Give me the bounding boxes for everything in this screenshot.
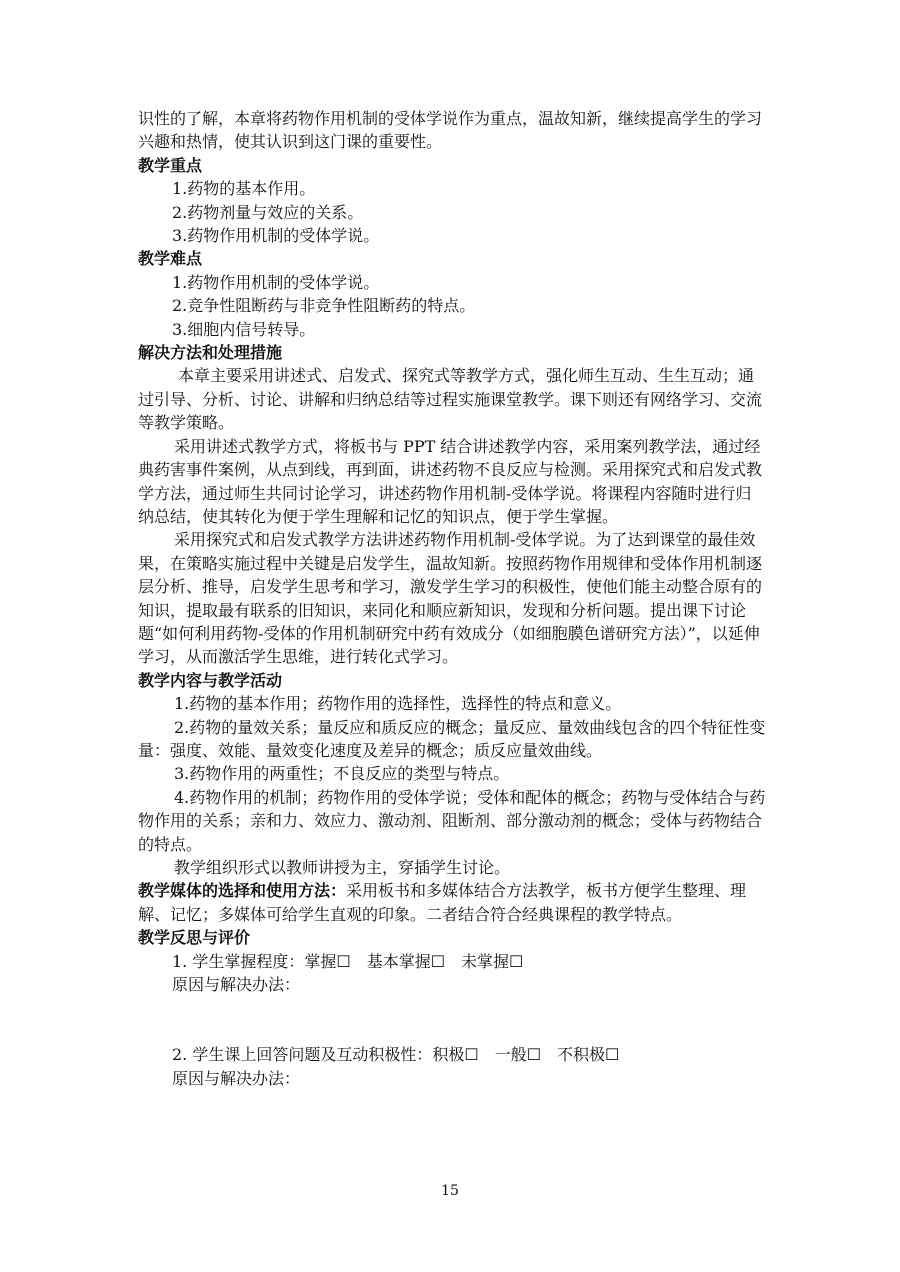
difficulty-item: 3.细胞内信号转导。 bbox=[172, 319, 316, 339]
solutions-paragraph: 本章主要采用讲述式、启发式、探究式等教学方式，强化师生互动、生生互动；通过引导、分析、讨论、讲解和归纳总结等过程实施课堂教学。课下则还有网络学习、交流等教学策略。 bbox=[138, 366, 763, 433]
blank-space bbox=[138, 1020, 766, 1043]
focus-item: 1.药物的基本作用。 bbox=[172, 179, 316, 199]
media-text: 采用板书和多媒体结合方法教学，板书方便学生整理、理解、记忆；多媒体可给学生直观的印象。二者结合符合经典课程的教学特点。 bbox=[138, 881, 747, 924]
section-heading-focus: 教学重点 bbox=[138, 155, 203, 175]
reflection-reason-label: 原因与解决办法： bbox=[172, 975, 301, 995]
content-item: 4.药物作用的机制；药物作用的受体学说；受体和配体的概念；药物与受体结合与药物作用的关系；亲和力、效应力、激动剂、阻断剂、部分激动剂的概念；受体与药物结合的特点。 bbox=[138, 787, 766, 854]
intro-paragraph: 识性的了解，本章将药物作用机制的受体学说作为重点，温故知新，继续提高学生的学习兴趣和热情，使其认识到这门课的重要性。 bbox=[138, 109, 763, 152]
focus-item: 2.药物剂量与效应的关系。 bbox=[172, 202, 364, 222]
content-item: 教学组织形式以教师讲授为主，穿插学生讨论。 bbox=[174, 858, 511, 877]
focus-item: 3.药物作用机制的受体学说。 bbox=[172, 226, 380, 246]
reflection-question-participation: 2. 学生课上回答问题及互动积极性：积极☐ 一般☐ 不积极☐ bbox=[172, 1045, 620, 1065]
reflection-question-mastery: 1. 学生掌握程度：掌握☐ 基本掌握☐ 未掌握☐ bbox=[172, 951, 524, 971]
section-heading-solutions: 解决方法和处理措施 bbox=[138, 343, 283, 363]
page-number: 15 bbox=[441, 1183, 459, 1199]
content-item: 1.药物的基本作用；药物作用的选择性，选择性的特点和意义。 bbox=[174, 694, 622, 714]
blank-space bbox=[138, 996, 766, 1019]
content-item: 3.药物作用的两重性；不良反应的类型与特点。 bbox=[174, 764, 510, 784]
page-content bbox=[138, 107, 766, 1090]
section-heading-media: 教学媒体的选择和使用方法： bbox=[138, 881, 347, 901]
reflection-reason-label: 原因与解决办法： bbox=[172, 1068, 301, 1088]
difficulty-item: 2.竞争性阻断药与非竞争性阻断药的特点。 bbox=[172, 296, 476, 316]
solutions-paragraph: 采用探究式和启发式教学方法讲述药物作用机制-受体学说。为了达到课堂的最佳效果，在策略实施过程中关键是启发学生，温故知新。按照药物作用规律和受体作用机制逐层分析、推导，启发学生思考和学习，激发学生学习的积极性，使他们能主动整合原有的知识，提取最有联系的旧知识，来同化和顺应新知识，发现和分析问题。提出课下讨论题“如何利用药物-受体的作用机制研究中药有效成分（如细胞膜色谱研究方法）”，以延伸学习，从而激活学生思维，进行转化式学习。 bbox=[138, 530, 763, 667]
section-heading-content: 教学内容与教学活动 bbox=[138, 670, 283, 690]
media-paragraph bbox=[138, 879, 766, 926]
solutions-paragraph: 采用讲述式教学方式，将板书与 PPT 结合讲述教学内容，采用案列教学法，通过经典药害事件案例，从点到线，再到面，讲述药物不良反应与检测。采用探究式和启发式教学方法，通过师生共同讨论学习，讲述药物作用机制-受体学说。将课程内容随时进行归纳总结，使其转化为便于学生理解和记忆的知识点，便于学生掌握。 bbox=[138, 436, 763, 526]
section-heading-difficulty: 教学难点 bbox=[138, 249, 203, 269]
section-heading-reflection: 教学反思与评价 bbox=[138, 928, 251, 948]
difficulty-item: 1.药物作用机制的受体学说。 bbox=[172, 272, 380, 292]
content-item: 2.药物的量效关系；量反应和质反应的概念；量反应、量效曲线包含的四个特征性变量：强度、效能、量效变化速度及差异的概念；质反应量效曲线。 bbox=[138, 717, 766, 760]
